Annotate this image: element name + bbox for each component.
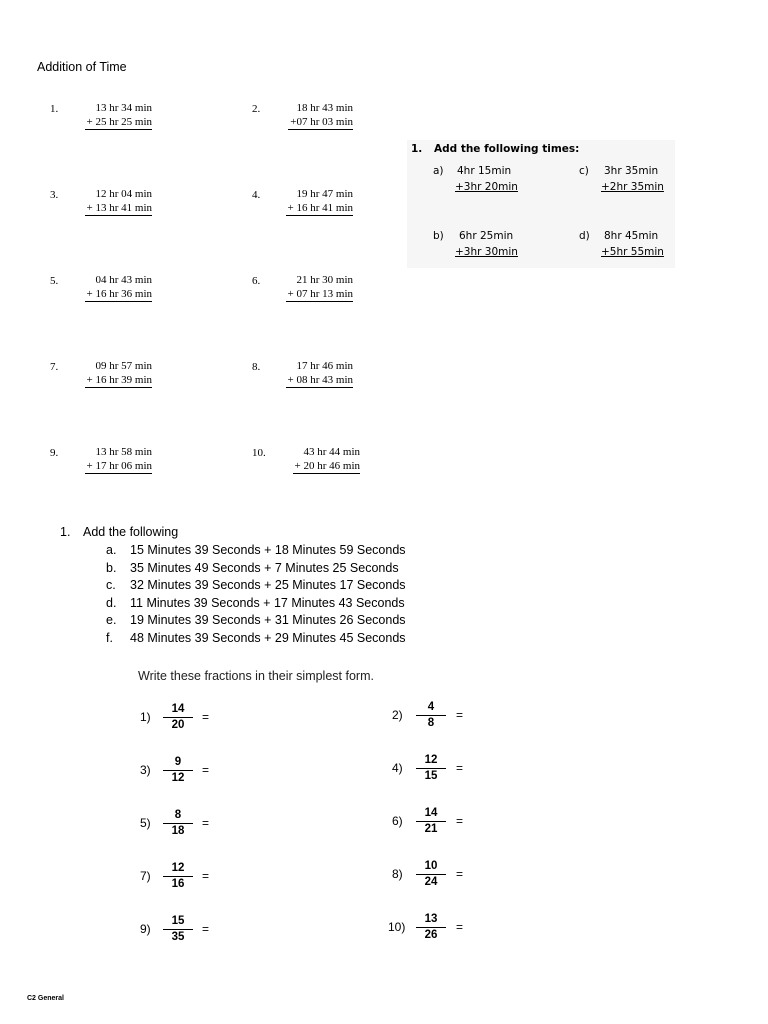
fraction — [163, 861, 193, 892]
list-item: d. 11 Minutes 39 Seconds + 17 Minutes 43 Seconds — [106, 595, 405, 610]
fraction — [416, 700, 446, 731]
sum-top: 12 hr 04 min — [95, 188, 152, 200]
equals-sign: = — [456, 867, 464, 881]
page-title: Addition of Time — [37, 60, 127, 74]
equals-sign: = — [456, 920, 464, 934]
sum-problem — [72, 445, 152, 474]
sum-bottom: +07 hr 03 min — [290, 116, 353, 128]
sum-top: 19 hr 47 min — [296, 188, 353, 200]
sum-problem — [72, 273, 152, 302]
sum-number: 9. — [50, 447, 59, 459]
fraction-numerator: 15 — [163, 914, 193, 930]
fraction — [416, 859, 446, 890]
panel-item-top: 8hr 45min — [604, 230, 659, 242]
sum-number: 4. — [252, 189, 261, 201]
fraction-numerator: 8 — [163, 808, 193, 824]
fraction-denominator: 35 — [171, 931, 185, 943]
fraction-numerator: 9 — [163, 755, 193, 771]
seconds-list-heading: Add the following — [83, 525, 179, 539]
equals-sign: = — [202, 816, 210, 830]
fraction-label: 5) — [140, 816, 151, 830]
list-item: b. 35 Minutes 49 Seconds + 7 Minutes 25 Seconds — [106, 560, 399, 575]
equals-sign: = — [456, 814, 464, 828]
fraction-numerator: 13 — [416, 912, 446, 928]
equals-sign: = — [456, 708, 464, 722]
seconds-list-number: 1. — [60, 525, 71, 539]
sum-bottom: + 07 hr 13 min — [287, 288, 353, 300]
panel-item-bottom: +2hr 35min — [601, 181, 664, 193]
panel-item-top: 4hr 15min — [457, 165, 512, 177]
fraction-denominator: 20 — [171, 719, 185, 731]
sum-bottom: + 20 hr 46 min — [294, 460, 360, 472]
sum-top: 43 hr 44 min — [303, 446, 360, 458]
sum-number: 10. — [252, 447, 266, 459]
panel-item-top: 6hr 25min — [459, 230, 514, 242]
sum-problem — [273, 101, 353, 130]
fraction-label: 8) — [392, 867, 403, 881]
sum-bottom: + 25 hr 25 min — [86, 116, 152, 128]
fractions-heading: Write these fractions in their simplest form. — [138, 669, 374, 683]
list-item: a. 15 Minutes 39 Seconds + 18 Minutes 59 Seconds — [106, 543, 406, 557]
sum-top: 13 hr 58 min — [95, 446, 152, 458]
equals-sign: = — [202, 922, 210, 936]
sum-bottom: + 16 hr 41 min — [287, 202, 353, 214]
fraction-label: 1) — [140, 710, 151, 724]
sum-number: 5. — [50, 275, 59, 287]
sum-bottom: + 16 hr 39 min — [86, 374, 152, 386]
sum-top: 04 hr 43 min — [95, 274, 152, 286]
fraction-denominator: 15 — [424, 770, 438, 782]
fraction-numerator: 4 — [416, 700, 446, 716]
sum-number: 2. — [252, 103, 261, 115]
sum-problem — [273, 359, 353, 388]
fraction-label: 6) — [392, 814, 403, 828]
sum-bottom: + 16 hr 36 min — [86, 288, 152, 300]
sum-number: 8. — [252, 361, 261, 373]
fraction-numerator: 14 — [163, 702, 193, 718]
fraction — [163, 914, 193, 945]
fraction-numerator: 12 — [163, 861, 193, 877]
fraction — [416, 912, 446, 943]
seconds-list — [106, 542, 466, 648]
fraction-denominator: 18 — [171, 825, 185, 837]
sum-problem — [273, 273, 353, 302]
fraction — [416, 753, 446, 784]
sum-problem — [72, 101, 152, 130]
fraction-denominator: 21 — [424, 823, 438, 835]
fraction — [416, 806, 446, 837]
fraction-denominator: 26 — [424, 929, 438, 941]
fraction — [163, 702, 193, 733]
list-item: e. 19 Minutes 39 Seconds + 31 Minutes 26 Seconds — [106, 613, 406, 628]
sum-problem — [72, 359, 152, 388]
fraction-label: 10) — [388, 920, 406, 934]
sum-number: 1. — [50, 103, 59, 115]
fraction-denominator: 8 — [427, 717, 435, 729]
panel-item-label: b) — [433, 230, 444, 242]
fraction-label: 2) — [392, 708, 403, 722]
footer-classification: C2 General — [27, 995, 64, 1002]
panel-item-label: a) — [433, 165, 444, 177]
fraction-label: 4) — [392, 761, 403, 775]
sum-problem — [280, 445, 360, 474]
sum-problem — [273, 187, 353, 216]
sum-bottom: + 13 hr 41 min — [86, 202, 152, 214]
fraction-denominator: 24 — [424, 876, 438, 888]
fraction-denominator: 16 — [171, 878, 185, 890]
panel-heading-number: 1. — [411, 143, 423, 155]
fraction-label: 7) — [140, 869, 151, 883]
equals-sign: = — [202, 869, 210, 883]
sum-problem — [72, 187, 152, 216]
sum-top: 13 hr 34 min — [95, 102, 152, 114]
fraction-numerator: 12 — [416, 753, 446, 769]
fraction-label: 9) — [140, 922, 151, 936]
panel-item-bottom: +3hr 30min — [455, 246, 518, 258]
sum-top: 21 hr 30 min — [296, 274, 353, 286]
panel-item-bottom: +5hr 55min — [601, 246, 664, 258]
fraction-numerator: 14 — [416, 806, 446, 822]
sum-top: 18 hr 43 min — [296, 102, 353, 114]
sum-number: 7. — [50, 361, 59, 373]
panel-item-label: d) — [579, 230, 590, 242]
sum-top: 09 hr 57 min — [95, 360, 152, 372]
sum-bottom: + 17 hr 06 min — [86, 460, 152, 472]
list-item: f. 48 Minutes 39 Seconds + 29 Minutes 45 Seconds — [106, 630, 406, 645]
panel-heading: Add the following times: — [434, 143, 580, 155]
add-times-panel — [407, 140, 675, 268]
panel-item-bottom: +3hr 20min — [455, 181, 518, 193]
fraction — [163, 755, 193, 786]
fraction-numerator: 10 — [416, 859, 446, 875]
sum-number: 3. — [50, 189, 59, 201]
fraction-label: 3) — [140, 763, 151, 777]
panel-item-top: 3hr 35min — [604, 165, 659, 177]
equals-sign: = — [202, 763, 210, 777]
equals-sign: = — [456, 761, 464, 775]
fraction — [163, 808, 193, 839]
equals-sign: = — [202, 710, 210, 724]
sum-top: 17 hr 46 min — [296, 360, 353, 372]
sum-bottom: + 08 hr 43 min — [287, 374, 353, 386]
panel-item-label: c) — [579, 165, 589, 177]
fraction-denominator: 12 — [171, 772, 185, 784]
sum-number: 6. — [252, 275, 261, 287]
list-item: c. 32 Minutes 39 Seconds + 25 Minutes 17 Seconds — [106, 578, 406, 593]
